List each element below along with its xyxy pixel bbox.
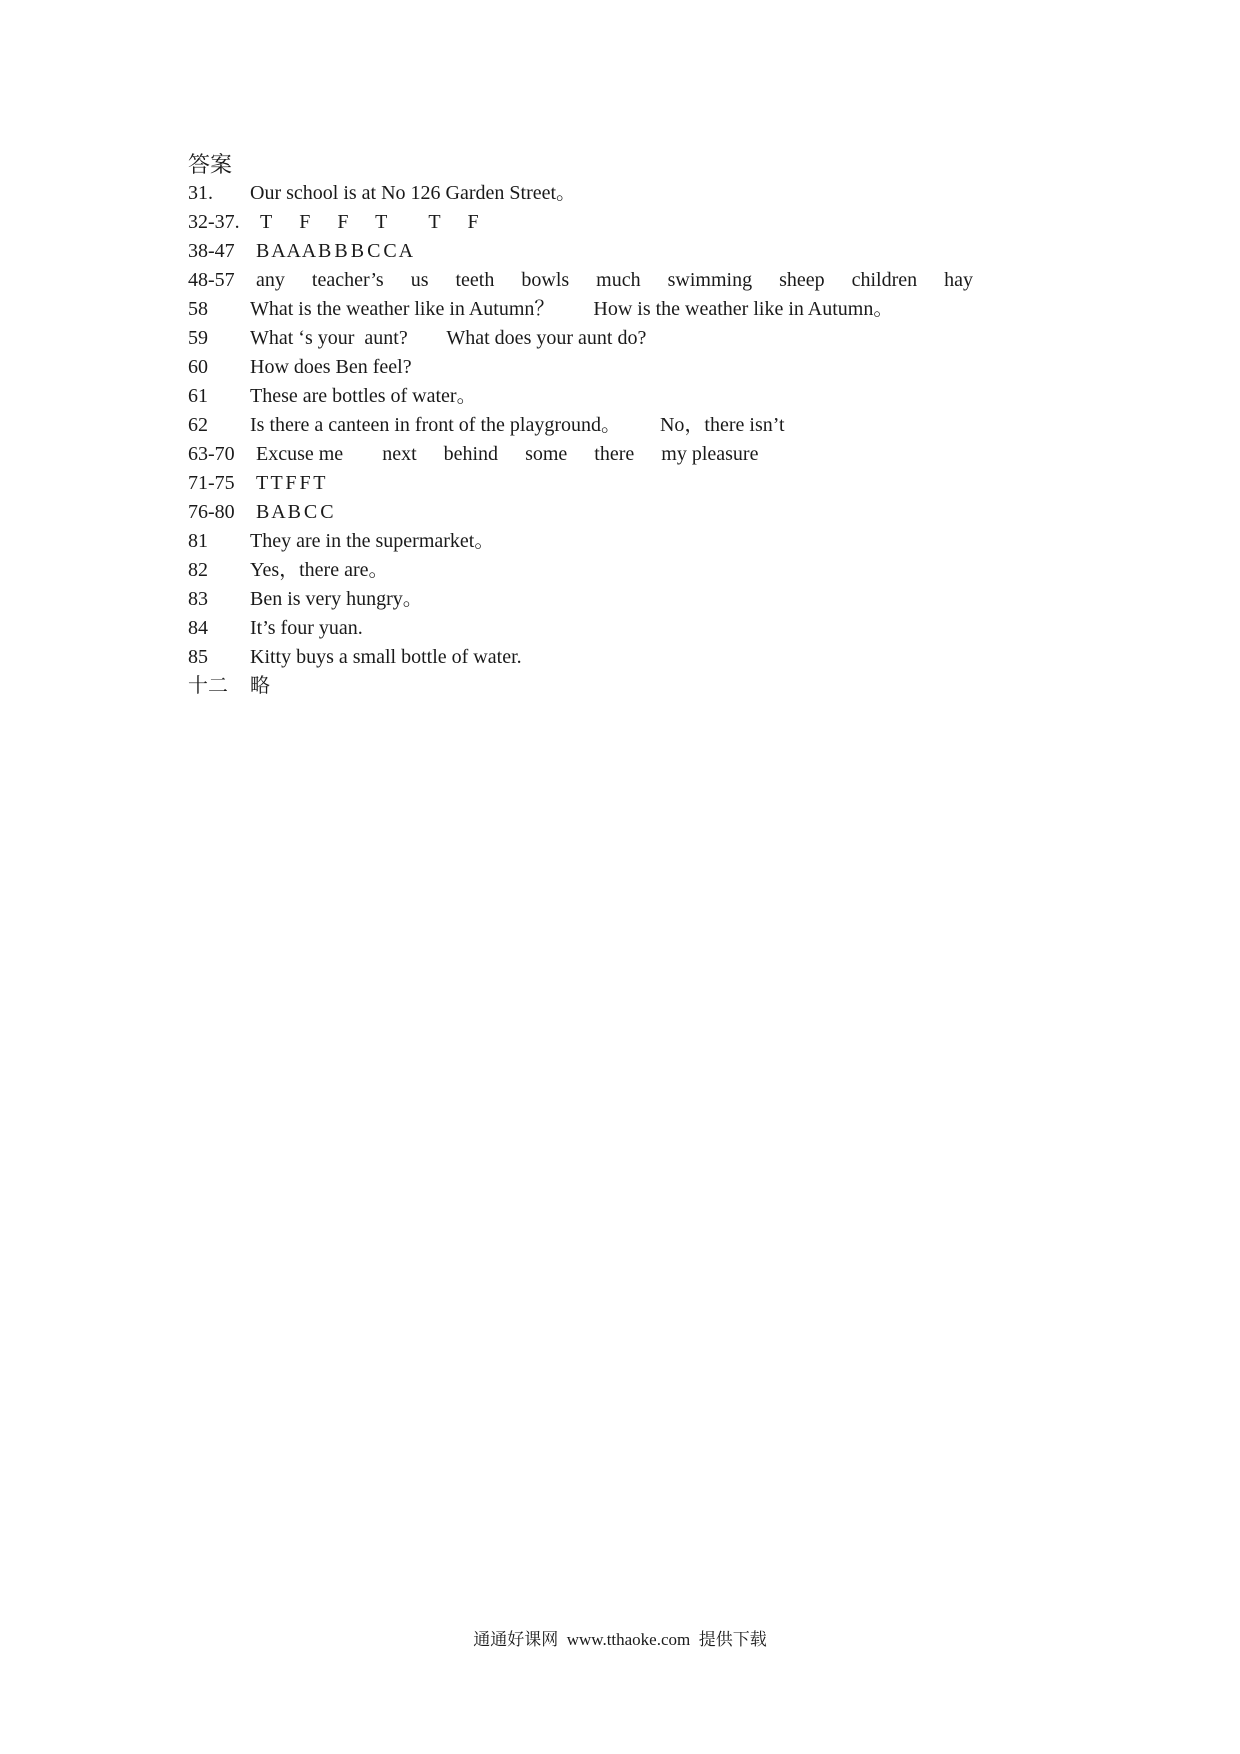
answer-token: next <box>382 443 417 465</box>
question-number: 82 <box>188 559 208 581</box>
answer-tokens <box>260 207 479 237</box>
answer-part: What is the weather like in Autumn？ <box>250 298 555 320</box>
question-number: 59 <box>188 327 208 349</box>
question-number: 61 <box>188 385 208 407</box>
answer-token: my pleasure <box>661 443 759 465</box>
answer-token: swimming <box>667 269 753 291</box>
question-number: 60 <box>188 356 208 378</box>
answer-token: some <box>525 443 568 465</box>
answer-text: These are bottles of water。 <box>250 385 477 407</box>
answer-text: Yes，there are。 <box>250 559 389 581</box>
answer-text: Our school is at No 126 Garden Street。 <box>250 182 577 204</box>
answer-text: They are in the supermarket。 <box>250 530 495 552</box>
question-number: 83 <box>188 588 208 610</box>
question-number: 85 <box>188 646 208 668</box>
answer-token: Excuse me <box>256 443 344 465</box>
answer-part: Is there a canteen in front of the playground。 <box>250 414 621 436</box>
answer-token: there <box>594 443 635 465</box>
question-number: 31. <box>188 182 213 204</box>
answer-part: No，there isn’t <box>659 414 785 436</box>
question-number: 48-57 <box>188 269 235 291</box>
answer-token: any <box>256 269 285 291</box>
answer-text: T T F F T <box>256 472 325 494</box>
answer-tokens <box>256 439 758 469</box>
question-number: 38-47 <box>188 240 235 262</box>
answer-token: children <box>851 269 918 291</box>
answer-text: 略 <box>250 675 270 697</box>
question-number: 76-80 <box>188 501 235 523</box>
question-number: 62 <box>188 414 208 436</box>
answer-token: F <box>337 211 349 233</box>
answer-token: sheep <box>779 269 825 291</box>
question-number: 32-37. <box>188 211 240 233</box>
answer-part: What ‘s your aunt? <box>250 327 408 349</box>
answer-part: How is the weather like in Autumn。 <box>593 298 894 320</box>
question-number: 71-75 <box>188 472 235 494</box>
question-number: 84 <box>188 617 208 639</box>
question-number: 58 <box>188 298 208 320</box>
answer-parts <box>250 323 646 353</box>
answer-token: bowls <box>521 269 570 291</box>
question-number: 十二 <box>188 675 228 697</box>
answer-text: It’s four yuan. <box>250 617 363 639</box>
answer-text: Kitty buys a small bottle of water. <box>250 646 522 668</box>
answer-token: F <box>299 211 311 233</box>
question-number: 81 <box>188 530 208 552</box>
answer-token: hay <box>944 269 974 291</box>
answer-token: behind <box>443 443 499 465</box>
footer-text: 通通好课网 www.tthaoke.com 提供下载 <box>473 1630 767 1649</box>
page-footer <box>0 1628 1240 1652</box>
question-number: 63-70 <box>188 443 235 465</box>
answer-heading: 答案 <box>188 152 233 177</box>
answer-token: us <box>410 269 429 291</box>
answer-token: T <box>428 211 441 233</box>
answer-token: teeth <box>455 269 495 291</box>
answer-parts <box>250 294 893 324</box>
answer-token: T <box>375 211 388 233</box>
answer-token: F <box>467 211 479 233</box>
answer-parts <box>250 410 785 440</box>
answer-text: How does Ben feel? <box>250 356 412 378</box>
answer-token: teacher’s <box>311 269 384 291</box>
answer-token: much <box>596 269 641 291</box>
answer-part: What does your aunt do? <box>446 327 647 349</box>
answer-tokens <box>256 265 973 295</box>
answer-text: Ben is very hungry。 <box>250 588 423 610</box>
answer-text: B A A A B B B C C A <box>256 240 413 262</box>
answer-token: T <box>260 211 273 233</box>
answer-text: B A B C C <box>256 501 333 523</box>
